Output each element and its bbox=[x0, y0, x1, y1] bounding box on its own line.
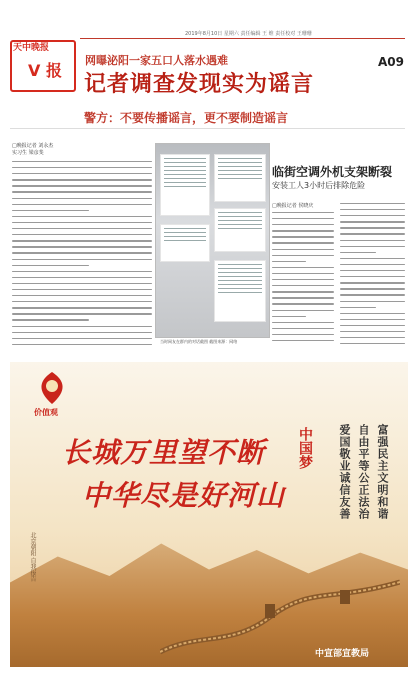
masthead-brand: 天中晚报 bbox=[13, 43, 50, 53]
side-story-title: 临街空调外机支架断裂 bbox=[272, 165, 393, 179]
ad-logo-text: 价值观 bbox=[34, 408, 58, 417]
text-line bbox=[340, 319, 405, 320]
text-line bbox=[340, 276, 405, 277]
chat-bubble bbox=[214, 260, 266, 322]
text-line bbox=[340, 282, 405, 283]
text-line bbox=[12, 301, 152, 302]
text-line bbox=[12, 228, 152, 229]
chat-bubble bbox=[160, 154, 210, 216]
ad-emblem: 中国梦 bbox=[297, 427, 313, 469]
text-line bbox=[272, 224, 334, 225]
page-number: A09 bbox=[378, 55, 404, 69]
text-line bbox=[272, 291, 334, 292]
text-line bbox=[272, 297, 334, 298]
issue-meta: 2019年8月10日 星期六 责任编辑 王 维 责任校对 王珊珊 bbox=[185, 31, 312, 37]
text-line bbox=[12, 313, 152, 314]
text-line bbox=[340, 331, 405, 332]
ad-verse-1: 富强民主文明和谐 bbox=[376, 424, 389, 520]
text-line bbox=[12, 167, 152, 168]
text-line bbox=[12, 252, 152, 253]
side-story-byline: □晚报记者 侯晓庆 bbox=[272, 203, 314, 209]
text-line bbox=[12, 179, 152, 180]
text-line bbox=[12, 161, 152, 162]
text-line bbox=[272, 285, 334, 286]
text-line bbox=[340, 227, 405, 228]
text-line bbox=[272, 334, 334, 335]
text-line bbox=[340, 307, 376, 308]
text-line bbox=[340, 270, 405, 271]
text-line bbox=[340, 301, 405, 302]
story-headline: 记者调查发现实为谣言 bbox=[84, 72, 315, 97]
text-line bbox=[12, 240, 152, 241]
ad-slogan-line-2: 中华尽是好河山 bbox=[82, 479, 286, 512]
story-body-column bbox=[12, 161, 152, 356]
chat-screenshot-photo bbox=[155, 143, 270, 338]
text-line bbox=[12, 259, 152, 260]
text-line bbox=[12, 265, 89, 266]
text-line bbox=[340, 294, 405, 295]
text-line bbox=[272, 328, 334, 329]
text-line bbox=[12, 222, 152, 223]
text-line bbox=[12, 198, 152, 199]
text-line bbox=[12, 283, 152, 284]
chat-bubble bbox=[214, 208, 266, 252]
text-line bbox=[272, 261, 306, 262]
section-label: V 报 bbox=[28, 61, 62, 80]
text-line bbox=[12, 216, 152, 217]
text-line bbox=[12, 204, 152, 205]
text-line bbox=[340, 240, 405, 241]
text-line bbox=[272, 230, 334, 231]
text-line bbox=[12, 185, 152, 186]
text-line bbox=[340, 246, 405, 247]
text-line bbox=[12, 295, 152, 296]
text-line bbox=[340, 325, 405, 326]
text-line bbox=[340, 215, 405, 216]
side-story-subtitle: 安装工人3小时后排除危险 bbox=[272, 181, 366, 190]
text-line bbox=[12, 338, 152, 339]
header-rule bbox=[80, 38, 405, 39]
story-byline-1: □晚报记者 刘永杰 bbox=[12, 143, 54, 149]
text-line bbox=[272, 212, 334, 213]
text-line bbox=[12, 173, 152, 174]
text-line bbox=[340, 337, 405, 338]
text-line bbox=[12, 234, 152, 235]
text-line bbox=[340, 264, 405, 265]
text-line bbox=[12, 191, 152, 192]
text-line bbox=[340, 288, 405, 289]
text-line bbox=[272, 218, 334, 219]
story-subhead: 警方：不要传播谣言，更不要制造谣言 bbox=[84, 111, 289, 125]
text-line bbox=[12, 277, 152, 278]
text-line bbox=[340, 313, 405, 314]
text-line bbox=[272, 267, 334, 268]
text-line bbox=[272, 236, 334, 237]
chat-bubble bbox=[160, 224, 210, 262]
text-line bbox=[340, 209, 405, 210]
text-line bbox=[272, 310, 334, 311]
text-line bbox=[272, 340, 334, 341]
text-line bbox=[272, 316, 306, 317]
text-line bbox=[272, 322, 334, 323]
ad-sponsor: 中宣部宣教局 bbox=[315, 649, 370, 659]
text-line bbox=[12, 271, 152, 272]
side-story-column bbox=[272, 212, 334, 352]
text-line bbox=[12, 307, 152, 308]
text-line bbox=[272, 249, 334, 250]
text-line bbox=[340, 258, 405, 259]
text-line bbox=[272, 242, 334, 243]
ad-verse-2: 自由平等公正法治 bbox=[357, 424, 370, 520]
text-line bbox=[12, 344, 152, 345]
text-line bbox=[12, 289, 152, 290]
text-line bbox=[12, 319, 89, 320]
text-line bbox=[340, 233, 405, 234]
ad-slogan-line-1: 长城万里望不断 bbox=[62, 436, 266, 469]
side-story-column bbox=[340, 203, 405, 353]
values-logo-icon bbox=[32, 370, 72, 406]
ad-side-caption: 北京朝阳 自我报告 bbox=[29, 532, 36, 582]
text-line bbox=[12, 326, 152, 327]
text-line bbox=[272, 279, 334, 280]
photo-caption: 当时网友在群内的对话截图 截图来源：网络 bbox=[160, 339, 238, 344]
text-line bbox=[12, 210, 89, 211]
text-line bbox=[340, 203, 405, 204]
public-service-ad bbox=[10, 362, 408, 667]
text-line bbox=[340, 252, 376, 253]
story-kicker: 网曝泌阳一家五口人落水遇难 bbox=[85, 54, 228, 67]
text-line bbox=[272, 255, 334, 256]
ad-verse-3: 爱国敬业诚信友善 bbox=[338, 424, 351, 520]
chat-bubble bbox=[214, 154, 266, 202]
divider bbox=[10, 128, 405, 129]
text-line bbox=[272, 303, 334, 304]
text-line bbox=[340, 343, 405, 344]
text-line bbox=[12, 246, 152, 247]
text-line bbox=[340, 221, 405, 222]
text-line bbox=[12, 332, 152, 333]
story-byline-2: 实习生 梁彦斐 bbox=[12, 150, 44, 156]
text-line bbox=[272, 273, 334, 274]
